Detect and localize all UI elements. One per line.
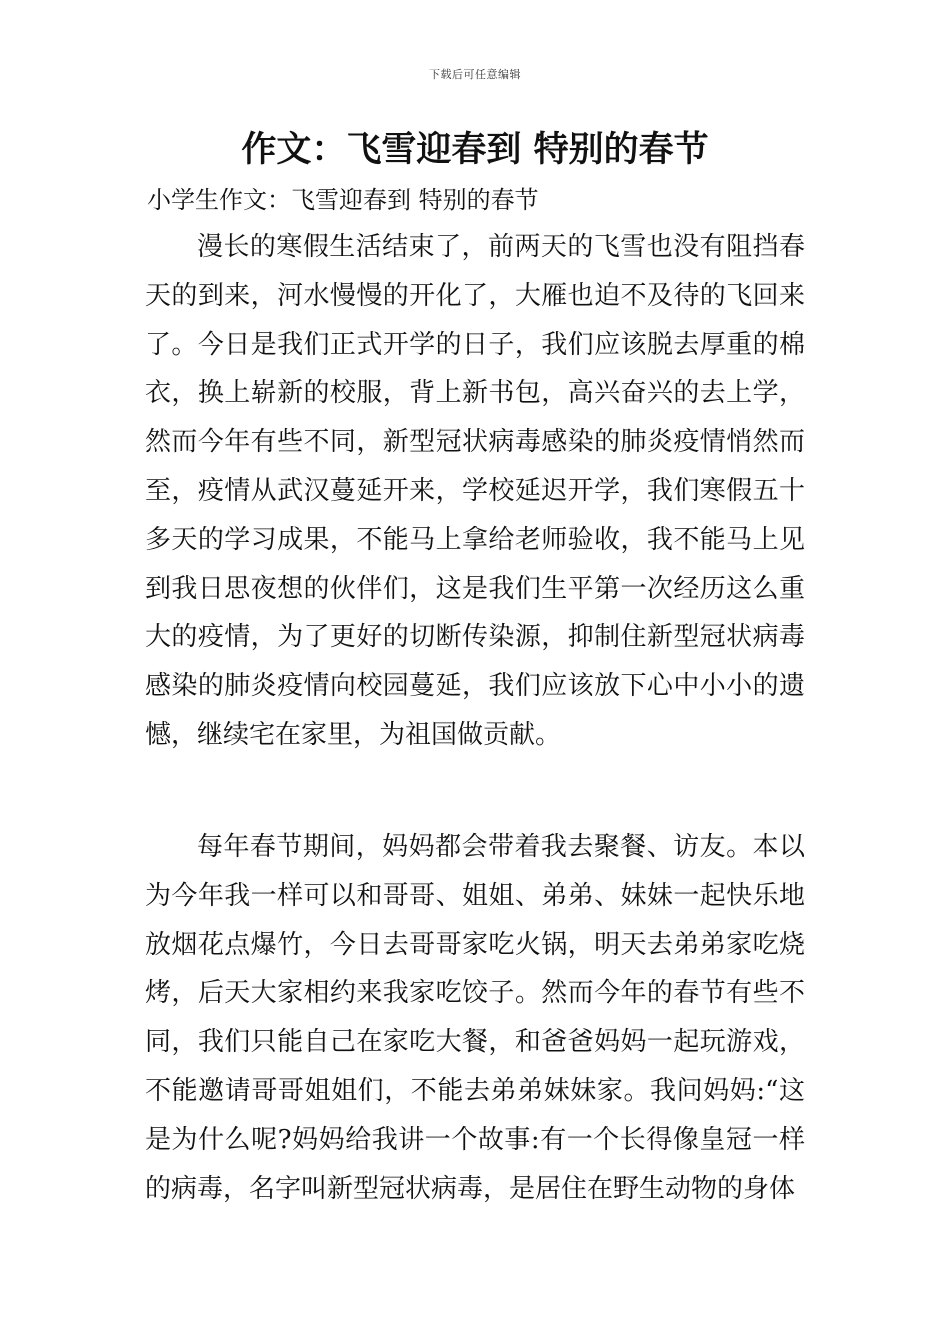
document-title: 作文：飞雪迎春到 特别的春节: [241, 130, 709, 170]
paragraph-2: 每年春节期间，妈妈都会带着我去聚餐、访友。本以为今年我一样可以和哥哥、姐姐、弟弟、妹妹一起快乐地放烟花点爆竹，今日去哥哥家吃火锅，明天去弟弟家吃烧烤，后天大家相约来我家吃饺子。然而今年的春节有些不同，我们只能自己在家吃大餐，和爸爸妈妈一起玩游戏，不能邀请哥哥姐姐们，不能去弟弟妹妹家。我问妈妈:“这是为什么呢?妈妈给我讲一个故事:有一个长得像皇冠一样的病毒，名字叫新型冠状病毒，是居住在野生动物的身体: [145, 832, 805, 1204]
header-note: 下载后可任意编辑: [429, 68, 521, 81]
paragraph-1: 漫长的寒假生活结束了，前两天的飞雪也没有阻挡春天的到来，河水慢慢的开化了，大雁也迫不及待的飞回来了。今日是我们正式开学的日子，我们应该脱去厚重的棉衣，换上崭新的校服，背上新书包，高兴奋兴的去上学，然而今年有些不同，新型冠状病毒感染的肺炎疫情悄然而至，疫情从武汉蔓延开来，学校延迟开学，我们寒假五十多天的学习成果，不能马上拿给老师验收，我不能马上见到我日思夜想的伙伴们，这是我们生平第一次经历这么重大的疫情，为了更好的切断传染源，抑制住新型冠状病毒感染的肺炎疫情向校园蔓延，我们应该放下心中小小的遗憾，继续宅在家里，为祖国做贡献。: [145, 232, 805, 750]
document-subtitle: 小学生作文：飞雪迎春到 特别的春节: [147, 186, 539, 214]
